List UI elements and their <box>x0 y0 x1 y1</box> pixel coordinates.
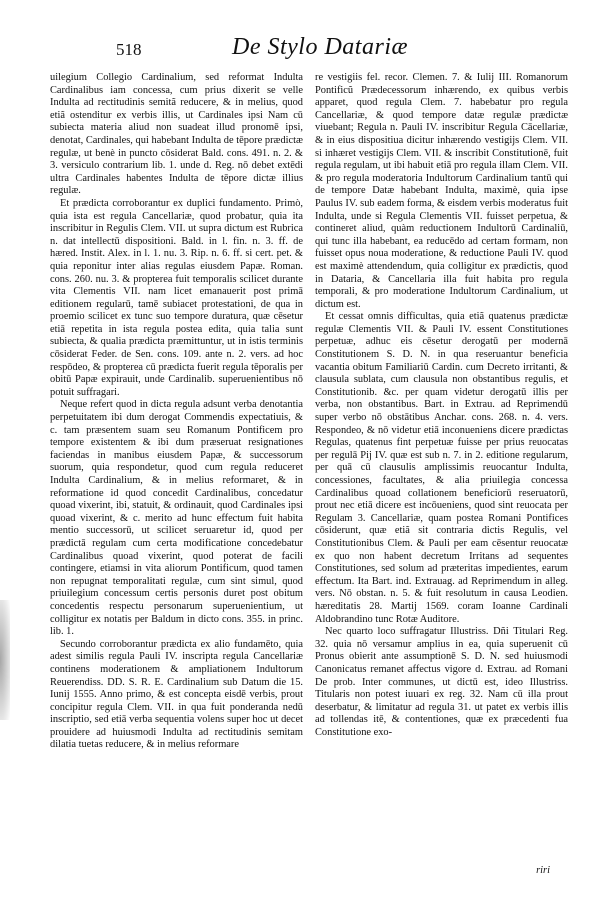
left-column <box>50 72 303 882</box>
paragraph: Nec quarto loco suffragatur Illustriss. Dñi Titulari Reg. 32. quia nō versamur amplius in ea, quia superuenit cū Pronus obierit ante assumptionē S. D. N. sed huiusmodi Canonicatus remanet affectus vigore d. Extrau. ad Romani De prob. Inter communes, ut dictū est, ideo Illustriss. Titularis non potest iuuari ex reg. 32. Nam cū illa prout deserbatur, & limitatur ad regula 31. ut patet ex verbis illis ad tollendas itē, & contentiones, quæ ex præcedenti fua Constitutione exo- <box>315 626 568 738</box>
page-edge-stain <box>0 600 10 720</box>
paragraph: Et cessat omnis difficultas, quia etiã quatenus prædictæ regulæ Clementis VII. & Pauli IV. essent Constitutiones perpetuæ, adhuc eis cēsetur derogatū per modernā Constitutionem S. D. N. in qua reseruantur beneficia vacantia obitum Familiariū Cardin. cum Decreto irritanti, & clausula sublata, cum clausula non obstantibus regulis, et Constitutionib. &c. per quam videtur derogatū illis per verba, non obstantibus. Bart. in Extrau. ad Reprimendū super verbo nō obstātibus Anchar. cons. 268. n. 4. vers. Respondeo, & nō videtur etiā inconueniens dicere prædictas Regulas, quatenus fint perpetuæ fuisse per prius reuocatas per regulā Pij IV. quæ est sub n. 7. in 2. editione regularum, per quā cū clausulis amplissimis reuocantur Indulta, concessiones, facultates, & alia priuilegia concessa Cardinalibus quoad collationem beneficiorū reseruatorū, prout nec etiā dicere est incōueniens, quod sint reuocata per Regulam 3. Cancellariæ, quam postea Romani Pontifices cōsiderunt, quæ etiã sit contraria dictis Regulis, vel Constitutionibus Clem. & Pauli per eam cēsentur reuocatæ ex quo non habent decretum Irritans ad sequentes Constitutiones, sed solum ad præteritas impedientes, earum effectum. Ita Bart. ind. Extrauag. ad Reprimendum in alleg. vers. Nō obstan. n. 5. & fuit resolutum in causa Leodien. hæreditatis 28. Martij 1569. coram Ioanne Cardinali Aldobrandino tunc Rotæ Auditore. <box>315 311 568 625</box>
paragraph: Neque refert quod in dicta regula adsunt verba denotantia perpetuitatem ibi dum derogat Commendis expectatiuis, & c. tam præsentem suam seu Romanum Pontificem pro tempore existentem & ibi dum præseruat resignationes faciendas in manibus eiusdem Papæ, & successorum suorum, quia respondetur, quod cum regula reduceret Indulta Cardinalium, & in melius reformaret, & in reformatione id quod concedit Cardinalibus, concedatur quoad vixerint, ibi, statuit, & ordinauit, quod Cardinales ipsi quoad vixerint, & c. merito ad hunc effectum fuit habita mentio successorū, ut scilicet seruaretur id, quod per prædictā regulam cum certa modificatione concedebatur Cardinalibus quoad vixerint, quod poterat de facili contingere, etiamsi in vita aliorum Pontificum, quod tamen non repugnat temporalitati regulæ, cum sint simul, quod priuilegium concessum certis personis duret post obitum concedentis respectu personarum superuenientium, ut colligitur ex notatis per Baldum in dicto cons. 355. in princ. lib. 1. <box>50 399 303 638</box>
paragraph: uilegium Collegio Cardinalium, sed reformat Indulta Cardinalibus iam concessa, cum prius dixerit se velle Indulta ad rectitudinis semitã reducere, & in melius, quod etiã ostenditur ex verbis illis, ut Cardinales ipsi Nam cū subiecta materia aliud non suadeat illud pronomē ipsi, denotat, Cardinales, qui habebant Indulta de tēpore prædictæ regulæ, ut benè in puncto cōsiderat Bald. cons. 491. n. 2. & 3. versiculo contrarium lib. 1. unde d. Reg. nō debet extēdi ultra Cardinales habentes Indulta de tēpore dictæ illius regulæ. <box>50 72 303 197</box>
text-columns <box>50 72 568 882</box>
catchword: riri <box>536 865 550 876</box>
paragraph: Secundo corroborantur prædicta ex alio fundamēto, quia adest similis regula Pauli IV. inscripta regula Cancellariæ continens moderationem & ampliationem Indultorum Reuerendiss. DD. S. R. E. Cardinalium sub Datum die 15. Iunij 1555. Anno primo, & est concepta eisdē verbis, prout concipitur regula Clem. VII. in qua fuit ponderanda nedū inscriptio, sed etiā verba sequentia volens super hoc ut decet prouidere ad huiusmodi Indulta ad rectitudinis semitam dilatia tuetas reducere, & in melius reformare <box>50 638 303 751</box>
running-head <box>0 34 590 70</box>
page-number: 518 <box>116 40 142 59</box>
right-column <box>315 72 568 882</box>
running-title: De Stylo Datariæ <box>232 34 408 60</box>
paragraph: Et prædicta corroborantur ex duplici fundamento. Primò, quia ista est regula Cancellariæ, quod probatur, quia ita inscribitur in Regulis Clem. VII. ut supra dictum est Rubrica n. dat intellectū dispositioni. Bald. in l. fin. n. 3. ff. de hæred. Instit. Alex. in l. 1. nu. 3. Rip. n. 6. ff. si cert. pet. & quia reponitur inter alias regulas eiusdem Papæ. Roman. cons. 260. nu. 3. & propterea fuit temporalis scilicet durante vita Clementis VII. nam licet emanauerit post primā editionem regularū, tamē subiacet protestationi, de qua in proemio scilicet ex tunc suo tempore duratura, quæ cēsetur etiā repetita in ista regula postea edita, quia talia sunt subiecta, & qualia prædicta præmittuntur, ut in istis terminis cōsiderat Feder. de Sen. cons. 109. ante n. 2. vers. ad hoc respōdeo, & propterea cū prædicta fuerit regula tēporalis per obitū Papæ expirauit, unde Cardinalib. superuenientibus nō potuit suffragari. <box>50 197 303 398</box>
paragraph: re vestigiis fel. recor. Clemen. 7. & Iulij III. Romanorum Pontificũ Prædecessorum inhærendo, ex quibus verbis apparet, quod regula Clem. 7. habebatur pro regula Cancellariæ, & quod tempore datæ regulæ prædictæ viuebant; Regula n. Pauli IV. inscribitur Regula Cācellariæ, & in eius dispositiua dicitur inhærendo vestigijs Clem. VII. si inhæret vestigijs Clem. VII. & inscribit Constitutionē, fuit regula regulam, ut ibi habuit etiā pro regula illam Clem. VII. & pro regula moderatoria Indultorum Cardinalium tantū qui de tempore Datæ habebant Indulta, maximè, quia ipse Paulus IV. sub eadem forma, & eisdem verbis moderatus fuit Indulta, unde si Regula Clementis VII. fuisset perpetua, & contineret aliud, quàm reductionem Indultorū Cardinaliū, qui tunc illa habebant, ea reducēdo ad certam formam, non fuisset opus noua moderatione, & reductione Pauli IV. quod est maximè attendendum, quia colligitur ex prædictis, quod in Dataria, & Cancellaria illa fuit habita pro regula temporali, & pro moderatione Indultorum Cardinalium, ut dictum est. <box>315 72 568 310</box>
